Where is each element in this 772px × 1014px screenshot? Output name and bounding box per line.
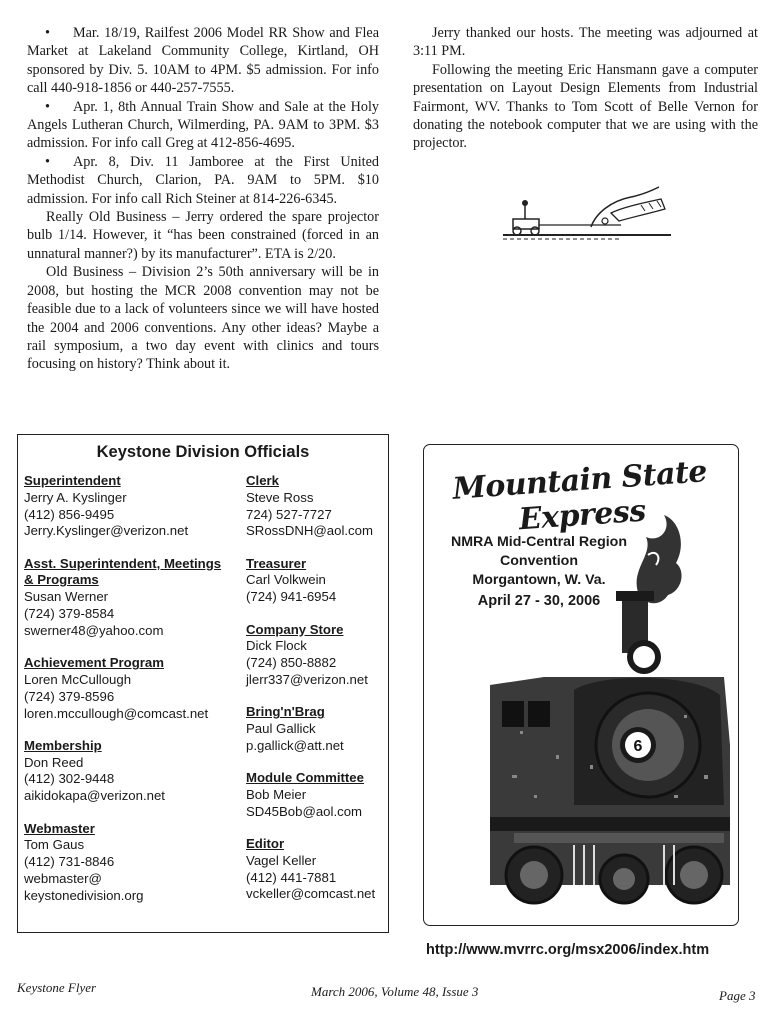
email-link[interactable]: vckeller@comcast.net <box>246 886 376 902</box>
old-business: Old Business – Division 2’s 50th anniversary will be in 2008, but hosting the MCR 2008 convention may not be feasible due to a lack of volunteers since we will have hosted the 2004 and 2006 conventions. Any other ideas? Maybe a rail symposium, a two day event with clinics and tours focusing on history? Think about it. <box>27 264 379 373</box>
email-link[interactable]: Jerry.Kyslinger@verizon.net <box>24 523 189 539</box>
footer-page-number: Page 3 <box>719 988 756 1003</box>
officials-box <box>17 434 389 933</box>
poster-title: Mountain State Express <box>451 454 709 538</box>
official-superintendent: Superintendent Jerry A. Kyslinger (412) 856-9495 Jerry.Kyslinger@verizon.net <box>24 473 234 540</box>
convention-poster <box>423 444 739 926</box>
footer-publication: Keystone Flyer <box>17 980 97 995</box>
footer-issue: March 2006, Volume 48, Issue 3 <box>311 984 479 999</box>
email-link[interactable]: SD45Bob@aol.com <box>246 803 363 819</box>
event-item: • Apr. 1, 8th Annual Train Show and Sale at the Holy Angels Lutheran Church, Wilmerding, PA. 9AM to 3PM. $3 admission. For info call Greg at 412-856-4695. <box>27 98 379 152</box>
event-item: • Mar. 18/19, Railfest 2006 Model RR Show and Flea Market at Lakeland Community College, Kirtland, OH sponsored by Div. 5. 10AM to 4PM. $5 admission. For info call 440-918-1856 or 440-257-7555. <box>27 25 379 97</box>
official-membership: Membership Don Reed (412) 302-9448 aikidokapa@verizon.net <box>24 738 234 805</box>
email-link[interactable]: SRossDNH@aol.com <box>246 523 373 539</box>
email-link[interactable]: loren.mccullough@comcast.net <box>24 705 209 721</box>
email-link[interactable]: jlerr337@verizon.net <box>246 671 368 687</box>
loco-number: 6 <box>633 738 643 755</box>
left-column <box>27 24 379 374</box>
email-link[interactable]: keystonedivision.org <box>24 887 144 903</box>
officials-right-column <box>246 473 386 919</box>
official-module-committee: Module Committee Bob Meier SD45Bob@aol.com <box>246 770 386 820</box>
officials-title: Keystone Division Officials <box>96 443 310 461</box>
official-webmaster: Webmaster Tom Gaus (412) 731-8846 webmaster@ keystonedivision.org <box>24 821 234 905</box>
really-old-business: Really Old Business – Jerry ordered the spare projector bulb 1/14. However, it “has been constrained (forced in an unnatural manner?) by its manufacturer”. ETA is 2/20. <box>27 209 379 262</box>
officials-left-column <box>24 473 234 920</box>
official-clerk: Clerk Steve Ross 724) 527-7727 SRossDNH@aol.com <box>246 473 386 540</box>
handcar-illustration-icon <box>501 183 673 245</box>
official-achievement-program: Achievement Program Loren McCullough (724) 379-8596 loren.mccullough@comcast.net <box>24 655 234 722</box>
right-column <box>413 24 758 153</box>
official-treasurer: Treasurer Carl Volkwein (724) 941-6954 <box>246 555 337 605</box>
official-editor: Editor Vagel Keller (412) 441-7881 vckeller@comcast.net <box>246 836 386 903</box>
presentation-paragraph: Following the meeting Eric Hansmann gave a computer presentation on Layout Design Elements from Industrial Fairmont, WV. Thanks to Tom Scott of Belle Vernon for donating the notebook computer that we are using with the projector. <box>413 61 758 152</box>
email-link[interactable]: webmaster@ <box>24 870 102 886</box>
official-company-store: Company Store Dick Flock (724) 850-8882 jlerr337@verizon.net <box>246 622 386 689</box>
official-bring-n-brag: Bring'n'Brag Paul Gallick p.gallick@att.net <box>246 704 386 754</box>
email-link[interactable]: swerner48@yahoo.com <box>24 622 164 638</box>
official-asst-superintendent: Asst. Superintendent, Meetings & Programs Susan Werner (724) 379-8584 swerner48@yahoo.com <box>24 556 234 640</box>
steam-locomotive-icon <box>424 445 738 925</box>
email-link[interactable]: p.gallick@att.net <box>246 737 344 753</box>
email-link[interactable]: aikidokapa@verizon.net <box>24 788 165 804</box>
convention-url-link[interactable]: http://www.mvrrc.org/msx2006/index.htm <box>426 942 710 958</box>
adjourned-paragraph: Jerry thanked our hosts. The meeting was adjourned at 3:11 PM. <box>413 25 758 60</box>
event-item: • Apr. 8, Div. 11 Jamboree at the First United Methodist Church, Clarion, PA. 9AM to 5PM. $10 admission. For info call Rich Steiner at 814-226-6345. <box>27 153 379 207</box>
poster-details: NMRA Mid-Central Region Convention Morgantown, W. Va. April 27 - 30, 2006 <box>450 534 628 609</box>
